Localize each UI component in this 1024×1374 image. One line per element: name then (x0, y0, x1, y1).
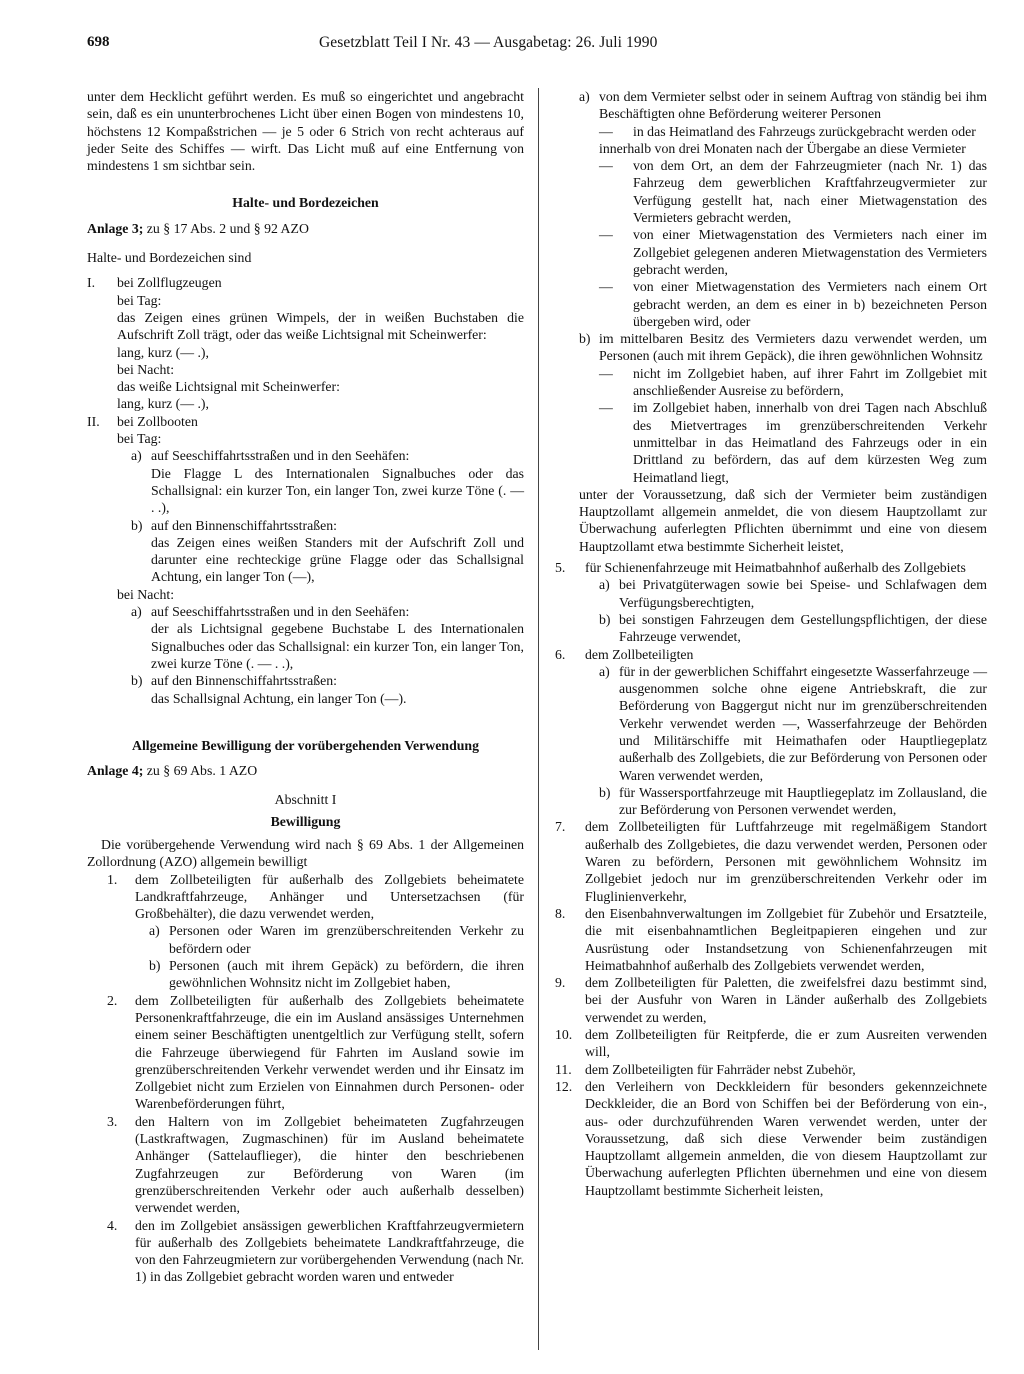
item-number: 11. (555, 1061, 572, 1077)
section-title: bei Zollflugzeugen (117, 275, 222, 291)
item-heading: auf Seeschiffahrtsstraßen und in den Seehäfen: (151, 604, 410, 620)
item-heading: auf den Binnenschiffahrtsstraßen: (151, 673, 337, 689)
item-text: den Eisenbahnverwaltungen im Zollgebiet für Zubehör und Ersatzteile, die mit eisenbahnamtlichen Begleitpapieren eingehen und zur Ausrüstung oder Instandsetzung von Schienenfahrzeugen mit Heimatbahnhof außerhalb des Zollgebiets verwendet werden, (585, 905, 987, 973)
dash-bullet: — (599, 400, 613, 416)
list-item-a (555, 88, 987, 330)
item-text: bei Privatgüterwagen sowie bei Speise- und Schlafwagen dem Verfügungsberechtigten, (619, 577, 987, 610)
numbered-item-3 (87, 1113, 524, 1217)
item-label: b) (149, 958, 161, 974)
dash-item (599, 399, 987, 485)
item-text: innerhalb von drei Monaten nach der Übergabe an diese Vermieter (599, 140, 966, 156)
list-item (117, 517, 524, 586)
dash-item (599, 365, 987, 400)
item-text: im Zollgebiet haben, innerhalb von drei Tagen nach Abschluß des Mietvertrages im grenzüberschreitenden Verkehr unmittelbar in das Heimatland des Fahrzeugs oder in ein Drittland zu befördern, das auf dem kürzesten Weg zum Heimatland liegt, (633, 400, 987, 485)
section-II (87, 413, 524, 707)
gazette-title: Gesetzblatt Teil I Nr. 43 — Ausgabetag: 26. Juli 1990 (319, 34, 658, 51)
item-text: bei sonstigen Fahrzeugen dem Gestellungspflichtigen, der diese Fahrzeuge verwendet, (619, 611, 987, 645)
item-label: a) (599, 577, 610, 593)
numbered-item-2 (87, 992, 524, 1113)
day-text: das Zeigen eines grünen Wimpels, der in weißen Buchstaben die Aufschrift Zoll trägt, oder das weiße Lichtsignal mit Scheinwerfer: (117, 309, 524, 343)
numbered-item-11 (555, 1061, 987, 1078)
item-label: b) (599, 611, 611, 627)
item-label: a) (149, 923, 160, 939)
item-text: nicht im Zollgebiet haben, auf ihrer Fahrt im Zollgebiet mit anschließender Ausreise zu befördern, (633, 365, 987, 399)
numbered-item-8 (555, 905, 987, 974)
numbered-item-5 (555, 559, 987, 645)
heading-allgemeine-bewilligung: Allgemeine Bewilligung der vorübergehenden Verwendung (132, 737, 479, 753)
anlage4-reference (87, 762, 524, 779)
item-text: Personen (auch mit ihrem Gepäck) zu befördern, die ihren gewöhnlichen Wohnsitz nicht im Zollgebiet haben, (169, 958, 524, 991)
item-number: 6. (555, 646, 566, 662)
list-item (585, 663, 987, 784)
page-number: 698 (87, 34, 110, 50)
dash-item (599, 123, 987, 140)
item-number: 2. (107, 992, 118, 1008)
list-item-b (555, 330, 987, 486)
night-text: das weiße Lichtsignal mit Scheinwerfer: (117, 379, 340, 395)
roman-label: II. (87, 413, 100, 429)
item-text: das Schallsignal Achtung, ein langer Ton (—). (151, 690, 407, 706)
anlage4-label: Anlage 4; (87, 763, 144, 779)
anlage3-reference (87, 220, 524, 237)
section-I (87, 274, 524, 412)
night-label: bei Nacht: (117, 361, 175, 377)
item-text: für in der gewerblichen Schiffahrt eingesetzte Wasserfahrzeuge — ausgenommen solche ohne eigene Antriebskraft, die zur Beförderung von Baggergut nicht nur im grenzüberschreitenden Verkehr verwendet werden —, Wasserfahrzeuge der Behörden und Militärschiffe mit Heimathafen oder Hauptliegeplatz außerhalb des Zollgebiets, die zur Beförderung von Personen oder Waren verwendet werden, (619, 663, 987, 783)
item-text: dem Zollbeteiligten für Fahrräder nebst Zubehör, (585, 1061, 856, 1077)
numbered-item-12 (555, 1078, 987, 1199)
item-text: dem Zollbeteiligten für Reitpferde, die er zum Ausreiten verwenden will, (585, 1027, 987, 1060)
sind-line: Halte- und Bordezeichen sind (87, 250, 252, 266)
list-item (585, 576, 987, 611)
anlage4-text: zu § 69 Abs. 1 AZO (143, 763, 258, 779)
intro-paragraph: unter dem Hecklicht geführt werden. Es muß so eingerichtet und angebracht sein, daß es ein ununterbrochenes Licht über einen Bogen von mindestens 10, höchstens 12 Kompaßstrichen — je 5 oder 6 Strich von recht achteraus auf jeder Seite des Schiffes — wirft. Das Licht muß auf eine Entfernung von mindestens 1 sm sichtbar sein. (87, 89, 524, 174)
item-text: dem Zollbeteiligten für außerhalb des Zollgebiets beheimatete Personenkraftfahrzeuge, die ein im Ausland ansässiges Unternehmen einem seiner Beschäftigten unentgeltlich zur Verfügung stellt, sofern die Fahrzeuge überwiegend für Fahrten im Ausland sowie im grenzüberschreitenden Verkehr verwendet werden und ihr Einsatz im Zollgebiet nicht zum Erzielen von Einnahmen durch Personen- oder Warenbeförderungen führt, (135, 992, 524, 1112)
list-item (585, 784, 987, 819)
item-label: b) (131, 517, 143, 533)
dash-bullet: — (599, 123, 613, 139)
item-text: Personen oder Waren im grenzüberschreitenden Verkehr zu befördern oder (169, 923, 524, 956)
item-label: a) (579, 89, 590, 104)
item-number: 12. (555, 1078, 573, 1094)
bewilligung-heading: Bewilligung (270, 813, 341, 829)
item-number: 5. (555, 560, 566, 576)
item-number: 8. (555, 905, 566, 921)
day-label: bei Tag: (117, 292, 162, 308)
right-column (555, 88, 987, 1199)
dash-bullet: — (599, 279, 613, 295)
item-label: a) (599, 663, 610, 679)
signal-text: lang, kurz (— .), (117, 396, 209, 412)
item-text: im mittelbaren Besitz des Vermieters dazu verwendet werden, um Personen (auch mit ihrem Gepäck), die ihren gewöhnlichen Wohnsitz (599, 331, 987, 364)
numbered-item-6 (555, 646, 987, 819)
item-label: b) (599, 784, 611, 800)
numbered-item-4 (87, 1217, 524, 1286)
item-text: für Wassersportfahrzeuge mit Hauptliegeplatz im Zollausland, die zur Beförderung von Personen verwendet werden, (619, 784, 987, 818)
dash-bullet: — (599, 227, 613, 243)
item-text: den im Zollgebiet ansässigen gewerblichen Kraftfahrzeugvermietern für außerhalb des Zollgebiets beheimatete Landkraftfahrzeuge, die von den Fahrzeugmietern zur vorübergehenden Verwendung (nach Nr. 1) in das Zollgebiet gebracht worden waren und entweder (135, 1217, 524, 1285)
item-text: von einer Mietwagenstation des Vermieters nach einem Ort gebracht werden, an dem es einer in b) bezeichneten Person übergeben wird, oder (633, 279, 987, 329)
numbered-item-7 (555, 818, 987, 904)
item-text: für Schienenfahrzeuge mit Heimatbahnhof außerhalb des Zollgebiets (585, 560, 966, 576)
item-label: b) (579, 331, 591, 347)
list-item (135, 922, 524, 957)
item-number: 7. (555, 819, 566, 835)
item-text: dem Zollbeteiligten für Luftfahrzeuge mit regelmäßigem Standort außerhalb des Zollgebietes, die dazu verwendet werden, Personen oder Waren zu befördern, Personen mit gewöhnlichem Wohnsitz im Zollgebiet jedoch nur im grenzüberschreitenden Verkehr oder im Fluglinienverkehr, (585, 819, 987, 904)
dash-item (599, 157, 987, 226)
item-label: a) (131, 604, 142, 620)
item-heading: auf Seeschiffahrtsstraßen und in den Seehäfen: (151, 448, 410, 464)
night-label: bei Nacht: (117, 586, 175, 602)
item-number: 4. (107, 1217, 118, 1233)
list-item (117, 447, 524, 516)
list-item (135, 957, 524, 992)
item-text: von dem Vermieter selbst oder in seinem Auftrag von ständig bei ihm Beschäftigten ohne Beförderung weiterer Personen (599, 89, 987, 122)
item-text: den Haltern von im Zollgebiet beheimateten Zugfahrzeugen (Lastkraftwagen, Zugmaschinen) für im Ausland beheimatete Anhänger (Sattelauflieger), die hinter den beschriebenen Zugfahrzeugen zur Beförderung von Waren (im grenzüberschreitenden Verkehr oder auch außerhalb desselben) verwendet werden, (135, 1113, 524, 1216)
item-label: a) (131, 448, 142, 464)
heading-halte-bordezeichen: Halte- und Bordezeichen (232, 195, 379, 211)
dash-item (599, 226, 987, 278)
item-text: dem Zollbeteiligten (585, 646, 694, 662)
item-text: den Verleihern von Deckkleidern für besonders gekennzeichnete Deckkleider, die an Bord von Schiffen bei der Beförderung von ein-, aus- oder durchzuführenden Waren verwendet werden, unter der Voraussetzung, daß sich diese Verwender beim zuständigen Hauptzollamt allgemein anmelden, die von diesem Hauptzollamt zur Überwachung auferlegten Pflichten übernehmen und eine von diesem Hauptzollamt bestimmte Sicherheit leisten, (585, 1078, 987, 1198)
item-text: dem Zollbeteiligten für Paletten, die zweifelsfrei dazu bestimmt sind, bei der Ausfuhr von Waren in Länder außerhalb des Zollgebiets verwendet zu werden, (585, 975, 987, 1025)
item-number: 10. (555, 1027, 573, 1043)
lead-paragraph: Die vorübergehende Verwendung wird nach § 69 Abs. 1 der Allgemeinen Zollordnung (AZO) allgemein bewilligt (87, 836, 524, 870)
item-heading: auf den Binnenschiffahrtsstraßen: (151, 517, 337, 533)
item-text: Die Flagge L des Internationalen Signalbuches oder das Schallsignal: ein kurzer Ton, ein langer Ton, zwei kurze Töne (. — . .), (151, 465, 524, 516)
item-label: b) (131, 673, 143, 689)
anlage3-label: Anlage 3; (87, 220, 144, 236)
item-text: das Zeigen eines weißen Standers mit der Aufschrift Zoll und darunter eine rechteckige grüne Flagge oder das Schallsignal Achtung, ein langer Ton (—), (151, 534, 524, 585)
roman-label: I. (87, 275, 96, 291)
dash-bullet: — (599, 158, 613, 174)
left-column (87, 88, 524, 1286)
numbered-item-10 (555, 1026, 987, 1061)
item-number: 3. (107, 1113, 118, 1129)
item-text: der als Lichtsignal gegebene Buchstabe L des Internationalen Signalbuches oder das Schallsignal: ein kurzer Ton, ein langer Ton, zwei kurze Töne (. — . .), (151, 621, 524, 671)
list-item (585, 611, 987, 646)
anlage3-text: zu § 17 Abs. 2 und § 92 AZO (143, 220, 309, 236)
item-number: 1. (107, 871, 118, 887)
column-divider (538, 88, 539, 1350)
list-item (117, 603, 524, 672)
dash-item (599, 278, 987, 330)
section-title: bei Zollbooten (117, 413, 198, 429)
numbered-item-9 (555, 974, 987, 1026)
page-header (87, 34, 987, 56)
item-text: in das Heimatland des Fahrzeugs zurückgebracht werden oder (633, 123, 976, 139)
signal-text: lang, kurz (— .), (117, 344, 209, 360)
item-number: 9. (555, 975, 566, 991)
dash-bullet: — (599, 365, 613, 381)
condition-paragraph: unter der Voraussetzung, daß sich der Vermieter beim zuständigen Hauptzollamt allgemein anmeldet, die von diesem Hauptzollamt zur Überwachung auferlegten Pflichten übernimmt und eine von diesem Hauptzollamt etwa bestimmte Sicherheit leistet, (579, 486, 987, 554)
list-item (117, 672, 524, 707)
item-text: von einer Mietwagenstation des Vermieters nach einer im Zollgebiet gelegenen anderen Mietwagenstation des Vermieters gebracht werden, (633, 227, 987, 277)
item-text: dem Zollbeteiligten für außerhalb des Zollgebiets beheimatete Landkraftfahrzeuge, Anhänger und Untersetzachsen (für Großbehälter), die dazu verwendet werden, (135, 871, 524, 922)
abschnitt-label: Abschnitt I (274, 792, 337, 808)
item-text: von dem Ort, an dem der Fahrzeugmieter (nach Nr. 1) das Fahrzeug dem gewerblichen Kraftfahrzeugvermieter zur Verfügung gestellt hat, nach einer Mietwagenstation des Vermieters gebracht werden, (633, 158, 987, 226)
numbered-item-1 (87, 871, 524, 992)
day-label: bei Tag: (117, 431, 162, 447)
